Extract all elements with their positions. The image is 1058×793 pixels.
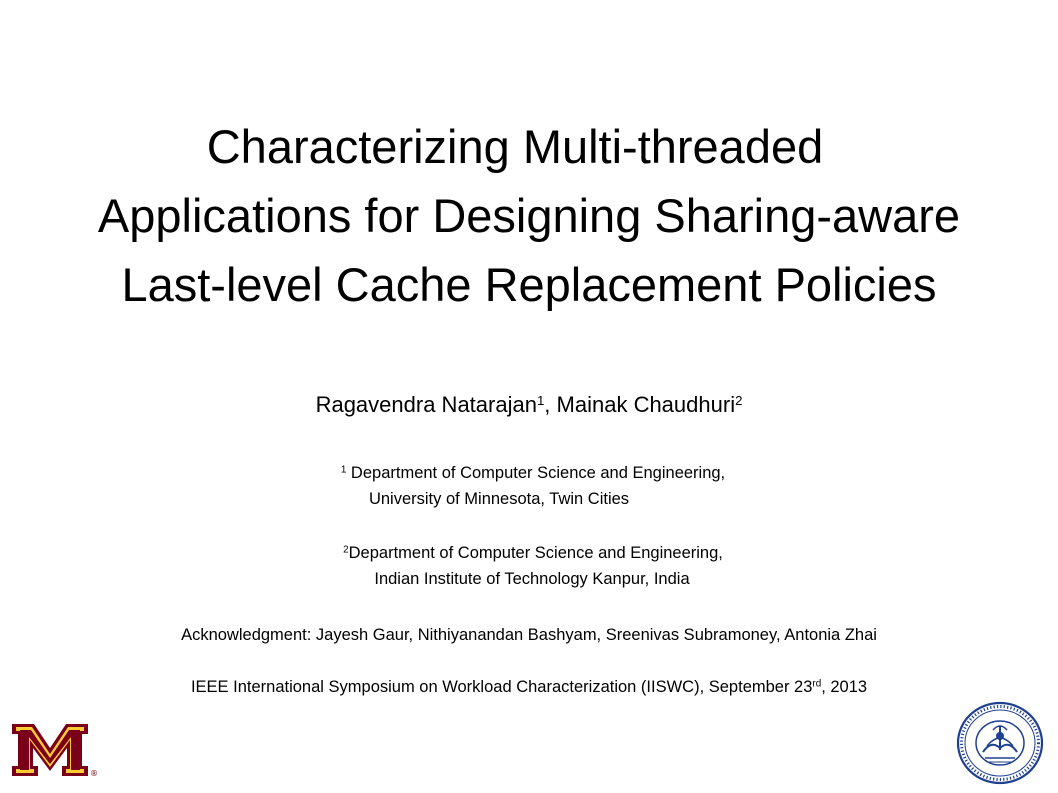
venue-year: , 2013 bbox=[821, 678, 868, 696]
author-list bbox=[0, 389, 1058, 421]
affiliation-2-line-1 bbox=[0, 540, 1058, 566]
registered-trademark-mark: ® bbox=[90, 769, 98, 778]
venue-text: IEEE International Symposium on Workload Characterization (IISWC), September 23 bbox=[190, 678, 813, 696]
venue-ordinal-suffix: rd bbox=[812, 678, 822, 690]
author-2-affiliation-mark: 2 bbox=[735, 392, 743, 408]
author-1-affiliation-mark: 1 bbox=[536, 392, 545, 408]
title-line-3: Last-level Cache Replacement Policies bbox=[121, 258, 937, 311]
author-1-name: Ragavendra Natarajan bbox=[315, 392, 537, 417]
title-line-2: Applications for Designing Sharing-aware bbox=[97, 189, 961, 242]
title-line-1: Characterizing Multi-threaded bbox=[206, 120, 824, 173]
acknowledgment: Acknowledgment: Jayesh Gaur, Nithiyanandan Bashyam, Sreenivas Subramoney, Antonia Zhai bbox=[181, 626, 877, 644]
affiliation-2-mark: 2 bbox=[343, 544, 349, 556]
affiliation-2-institution: Indian Institute of Technology Kanpur, India bbox=[374, 570, 690, 588]
author-2-name: Mainak Chaudhuri bbox=[556, 392, 736, 417]
venue bbox=[0, 674, 1058, 700]
affiliation-1-mark: 1 bbox=[340, 464, 347, 476]
university-of-minnesota-logo-icon bbox=[10, 718, 100, 778]
slide-title bbox=[0, 112, 1058, 319]
affiliation-1-department: Department of Computer Science and Engineering, bbox=[346, 464, 726, 482]
affiliation-2 bbox=[0, 540, 1058, 592]
iit-kanpur-seal-icon bbox=[955, 700, 1045, 786]
affiliation-2-department: Department of Computer Science and Engineering, bbox=[348, 544, 723, 562]
affiliation-1 bbox=[0, 460, 1058, 512]
affiliation-1-institution: University of Minnesota, Twin Cities bbox=[368, 490, 630, 508]
author-separator: , bbox=[544, 392, 557, 417]
affiliation-1-line-1 bbox=[0, 460, 1058, 486]
